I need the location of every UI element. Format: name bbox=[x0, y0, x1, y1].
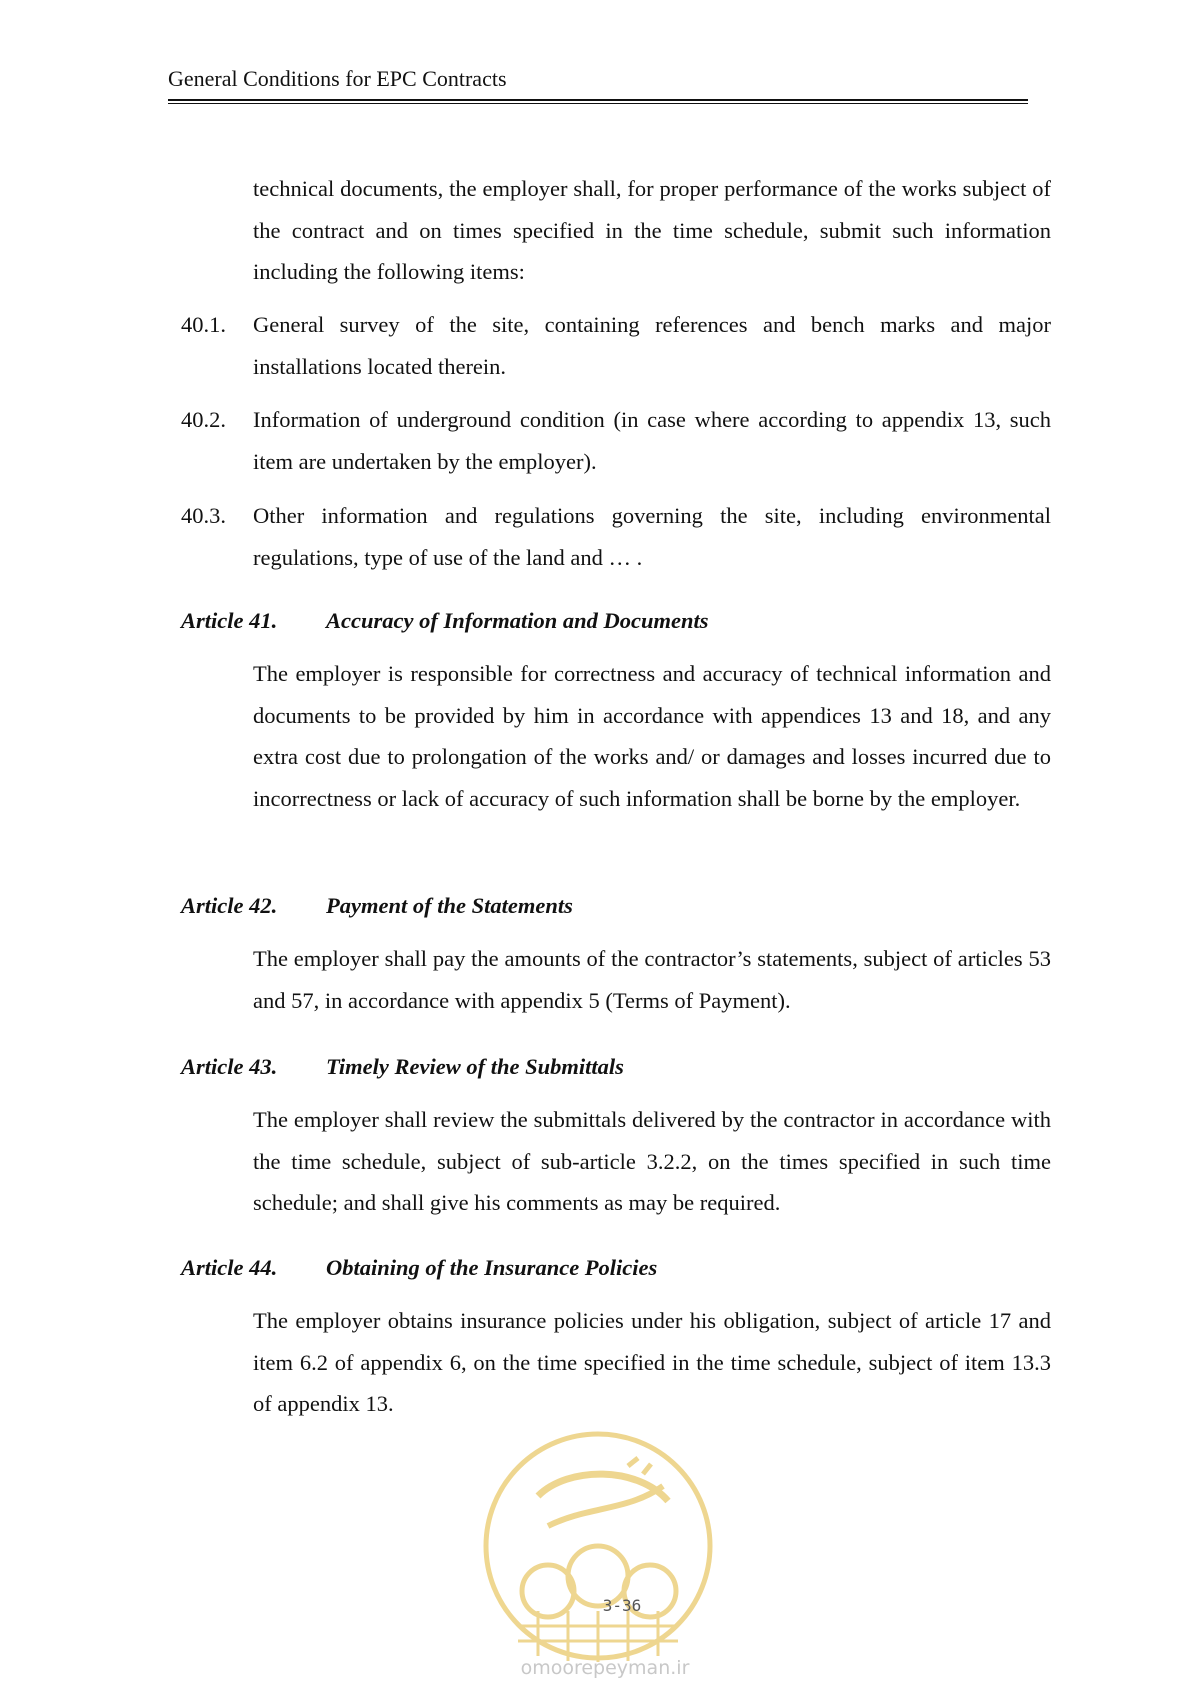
page-number: 3-36 bbox=[602, 1596, 642, 1615]
article-number: Article 42. bbox=[181, 893, 278, 918]
watermark-seal bbox=[478, 1426, 718, 1666]
intro-paragraph: technical documents, the employer shall, for proper performance of the works subject of the contract and on times specified in the time schedule, submit such information including the following items: bbox=[253, 176, 1051, 284]
article-title: Obtaining of the Insurance Policies bbox=[326, 1255, 658, 1280]
article-number: Article 43. bbox=[181, 1054, 278, 1079]
item-number: 40.1. bbox=[181, 312, 226, 337]
article-heading bbox=[181, 1052, 624, 1082]
seal-logo-icon bbox=[478, 1426, 718, 1666]
article-body: The employer shall review the submittals delivered by the contractor in accordance with the time schedule, subject of sub-article 3.2.2, on the times specified in such time schedule; and shall give his comments as may be required. bbox=[253, 1107, 1051, 1215]
header-rule bbox=[168, 99, 1028, 101]
article-title: Payment of the Statements bbox=[326, 893, 573, 918]
article-number: Article 41. bbox=[181, 608, 278, 633]
site-watermark: omoorepeyman.ir bbox=[520, 1657, 690, 1679]
article-body: The employer obtains insurance policies under his obligation, subject of article 17 and item 6.2 of appendix 6, on the time specified in the time schedule, subject of item 13.3 of appendix 13. bbox=[253, 1308, 1051, 1416]
item-number: 40.3. bbox=[181, 503, 226, 528]
page-header bbox=[168, 66, 1028, 92]
article-body: The employer is responsible for correctness and accuracy of technical information and documents to be provided by him in accordance with appendices 13 and 18, and any extra cost due to prolongation of the works and/ or damages and losses incurred due to incorrectness or lack of accuracy of such information shall be borne by the employer. bbox=[253, 661, 1051, 811]
article-title: Timely Review of the Submittals bbox=[326, 1054, 624, 1079]
article-number: Article 44. bbox=[181, 1255, 278, 1280]
header-rule-thin bbox=[168, 103, 1028, 104]
item-number: 40.2. bbox=[181, 407, 226, 432]
article-heading bbox=[181, 606, 709, 636]
article-heading bbox=[181, 1253, 657, 1283]
item-text: General survey of the site, containing references and bench marks and major installations located therein. bbox=[253, 312, 1051, 379]
item-text: Information of underground condition (in case where according to appendix 13, such item are undertaken by the employer). bbox=[253, 407, 1051, 474]
article-title: Accuracy of Information and Documents bbox=[326, 608, 709, 633]
article-body: The employer shall pay the amounts of the contractor’s statements, subject of articles 53 and 57, in accordance with appendix 5 (Terms of Payment). bbox=[253, 946, 1051, 1013]
header-title: General Conditions for EPC Contracts bbox=[168, 66, 507, 91]
article-heading bbox=[181, 891, 573, 921]
item-text: Other information and regulations governing the site, including environmental regulations, type of use of the land and … . bbox=[253, 503, 1051, 570]
